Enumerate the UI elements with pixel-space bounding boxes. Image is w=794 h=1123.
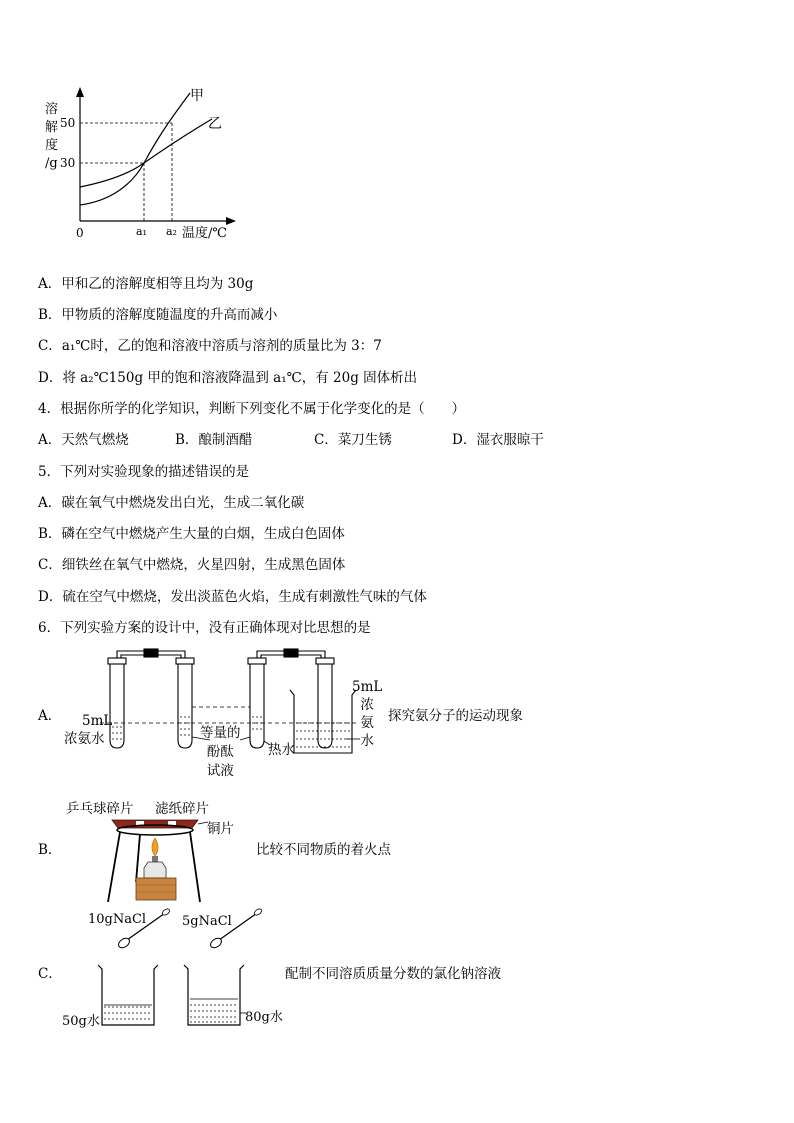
q6c-description: 配制不同溶质质量分数的氯化钠溶液 — [285, 966, 501, 982]
series-label-yi: 乙 — [208, 116, 222, 132]
q6a-letter: A． — [38, 708, 62, 724]
pingpong-label: 乒乓球碎片 — [66, 801, 134, 817]
origin-label: 0 — [76, 226, 84, 240]
filter-paper-label: 滤纸碎片 — [155, 801, 209, 817]
phenolphthalein-label: 等量的 酚酞 试液 — [200, 725, 241, 779]
right-tube-pair — [248, 649, 356, 753]
q4-stem: 4．根据你所学的化学知识，判断下列变化不属于化学变化的是（ ） — [38, 401, 466, 417]
x-axis-arrow — [226, 217, 236, 225]
series-label-jia: 甲 — [190, 88, 204, 104]
x-tick-a2: a₂ — [166, 225, 177, 238]
q6c-letter: C． — [38, 966, 62, 982]
q4-option-b: B．酿制酒醋 — [175, 432, 253, 448]
x-tick-a1: a₁ — [136, 225, 147, 238]
water-80g-label: 80g水 — [245, 1010, 283, 1025]
solubility-chart — [40, 85, 240, 245]
wood-block — [136, 878, 176, 900]
q4-option-c: C．菜刀生锈 — [314, 432, 392, 448]
y-label-2: 解 — [45, 120, 59, 135]
beaker-1 — [98, 965, 158, 1025]
y-tick-50: 50 — [60, 116, 76, 130]
q4-option-a: A．天然气燃烧 — [38, 432, 129, 448]
x-axis-label: 温度/℃ — [182, 226, 227, 241]
q5-option-a: A．碳在氧气中燃烧发出白光，生成二氧化碳 — [38, 495, 305, 511]
q4-option-d: D．湿衣服晾干 — [452, 432, 544, 448]
y-axis-arrow — [76, 87, 84, 97]
q6b-description: 比较不同物质的着火点 — [256, 842, 391, 858]
beaker-2 — [184, 965, 244, 1025]
q6a-description: 探究氨分子的运动现象 — [388, 708, 523, 724]
tripod-apparatus — [100, 812, 210, 912]
nacl-10g-label: 10gNaCl — [88, 912, 147, 927]
y-label-1: 溶 — [45, 102, 59, 117]
y-tick-30: 30 — [60, 156, 76, 170]
copper-label: 铜片 — [207, 821, 234, 837]
water-50g-label: 50g水 — [62, 1014, 100, 1029]
q3-option-a: A．甲和乙的溶解度相等且均为 30g — [38, 276, 254, 292]
q5-option-b: B．磷在空气中燃烧产生大量的白烟，生成白色固体 — [38, 526, 345, 542]
curve-jia — [80, 93, 190, 205]
q6-stem: 6．下列实验方案的设计中，没有正确体现对比思想的是 — [38, 620, 371, 636]
ammonia-right-label: 5mL 浓 氨 水 — [352, 679, 383, 749]
solubility-chart-svg — [40, 85, 240, 245]
q3-option-b: B．甲物质的溶解度随温度的升高而减小 — [38, 307, 278, 323]
hot-water-label: 热水 — [268, 742, 295, 758]
q3-option-d: D．将 a₂℃150g 甲的饱和溶液降温到 a₁℃，有 20g 固体析出 — [38, 370, 418, 386]
nacl-5g-label: 5gNaCl — [182, 914, 232, 929]
q3-option-c: C．a₁℃时，乙的饱和溶液中溶质与溶剂的质量比为 3：7 — [38, 338, 382, 354]
q6b-letter: B． — [38, 842, 62, 858]
q5-stem: 5．下列对实验现象的描述错误的是 — [38, 464, 250, 480]
q5-option-d: D．硫在空气中燃烧，发出淡蓝色火焰，生成有刺激性气味的气体 — [38, 589, 427, 605]
q5-option-c: C．细铁丝在氧气中燃烧，火星四射，生成黑色固体 — [38, 557, 346, 573]
curve-yi — [80, 119, 212, 187]
y-label-4: /g — [45, 156, 58, 171]
tripod-apparatus-svg — [100, 812, 210, 912]
y-label-3: 度 — [45, 138, 59, 153]
ammonia-left-label: 5mL 浓氨水 — [64, 713, 113, 747]
